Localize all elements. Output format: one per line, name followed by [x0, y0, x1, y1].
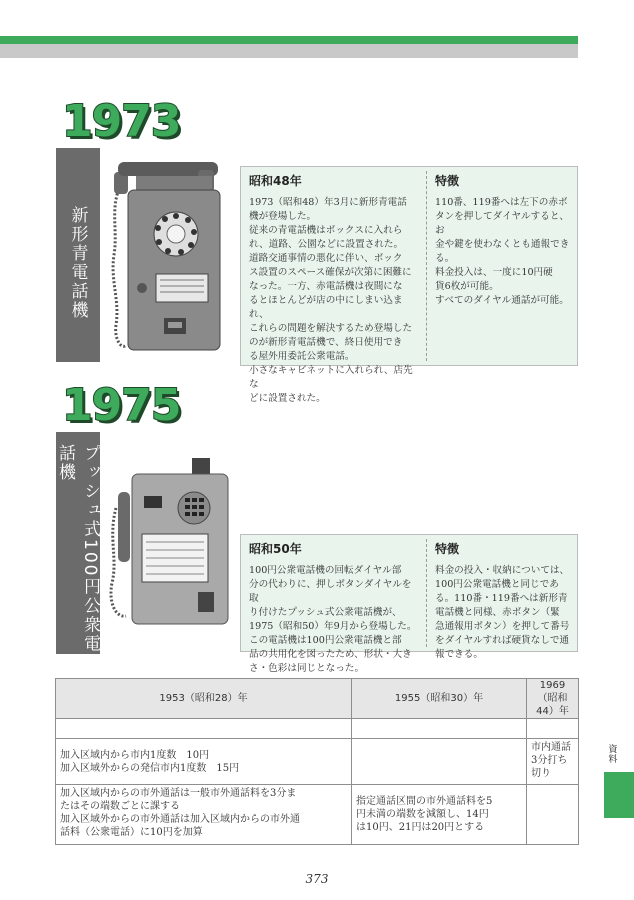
year-heading-1973: 1973	[62, 96, 181, 147]
info-box-1973	[240, 166, 578, 404]
green-dial-payphone-photo	[106, 150, 231, 362]
table-cell: 加入区域内からの市外通話は一般市外通話料を3分ま たはその端数ごとに課する 加入区域外からの市外通話は加入区域内からの市外通 話料（公衆電話）に10円を加算	[56, 785, 352, 845]
features-title-1975: 特徴	[435, 542, 460, 556]
history-title-1973: 昭和48年	[249, 174, 302, 188]
table-cell: 指定通話区間の市外通話料を5 円未満の端数を減額し、14円 は10円、21円は20円とする	[352, 785, 527, 845]
side-section-label: 資料	[608, 745, 618, 765]
features-column-1975	[427, 535, 579, 660]
history-title-1975: 昭和50年	[249, 542, 302, 556]
features-text-1975: 料金の投入・収納については、 100円公衆電話機と同じであ る。110番・119番へは新形青 電話機と同様、赤ボタン（緊 急通報用ボタン）を押して番号 をダイヤルすれば硬貨なしで通 報できる。	[435, 565, 570, 660]
history-column-1973	[241, 167, 426, 404]
push-button-payphone-photo	[104, 458, 234, 628]
table-row	[56, 739, 579, 785]
features-column-1973	[427, 167, 579, 365]
phone-name-label-1975: プッシュ式100円公衆電話機	[56, 432, 100, 654]
table-cell	[352, 739, 527, 785]
phone-name-label-1973: 新形青電話機	[56, 148, 100, 362]
table-cell	[352, 719, 527, 739]
table-row	[56, 785, 579, 845]
side-section-tab	[604, 772, 634, 818]
table-cell: 市内通話 3分打ち 切り	[527, 739, 579, 785]
table-header-cell: 1955（昭和30）年	[352, 679, 527, 719]
features-text-1973: 110番、119番へは左下の赤ボ タンを押してダイヤルすると、お 金や鍵を使わなくとも通報でき る。 料金投入は、一度に10円硬 貨6枚が可能。 すべてのダイヤル通話が可能。	[435, 197, 570, 306]
table-cell	[527, 719, 579, 739]
info-box-1975	[240, 534, 578, 674]
year-heading-1975: 1975	[62, 380, 181, 431]
table-header-row	[56, 679, 579, 719]
history-text-1973: 1973（昭和48）年3月に新形青電話 機が登場した。 従来の青電話機はボックスに入れら れ、道路、公園などに設置された。 道路交通事情の悪化に伴い、ボック ス設置のスペース確保が次第に困難に なった。一方、赤電話機は夜間にな るとほとんどが店の中にしまい込まれ、 これらの問題を解決するため登場した のが新形青電話機で、終日使用でき る屋外用委託公衆電話。 小さなキャビネットに入れられ、店先な どに設置された。	[249, 197, 413, 404]
table-cell	[56, 719, 352, 739]
table-header-cell: 1969 （昭和44）年	[527, 679, 579, 719]
table-cell: 加入区域内から市内1度数 10円 加入区域外からの発信市内1度数 15円	[56, 739, 352, 785]
header-green-bar	[0, 36, 578, 44]
table-row	[56, 719, 579, 739]
table-header-cell: 1953（昭和28）年	[56, 679, 352, 719]
header-gray-bar	[0, 44, 578, 58]
table-cell	[527, 785, 579, 845]
page-number: 373	[305, 872, 329, 886]
history-column-1975	[241, 535, 426, 674]
fee-history-table	[55, 678, 579, 845]
history-text-1975: 100円公衆電話機の回転ダイヤル部 分の代わりに、押しボタンダイヤルを取 り付けたプッシュ式公衆電話機が、 1975（昭和50）年9月から登場した。 この電話機は100円公衆電話機と部 品の共用化を図ったため、形状・大き さ・色彩は同じとなった。	[249, 565, 417, 674]
features-title-1973: 特徴	[435, 174, 460, 188]
